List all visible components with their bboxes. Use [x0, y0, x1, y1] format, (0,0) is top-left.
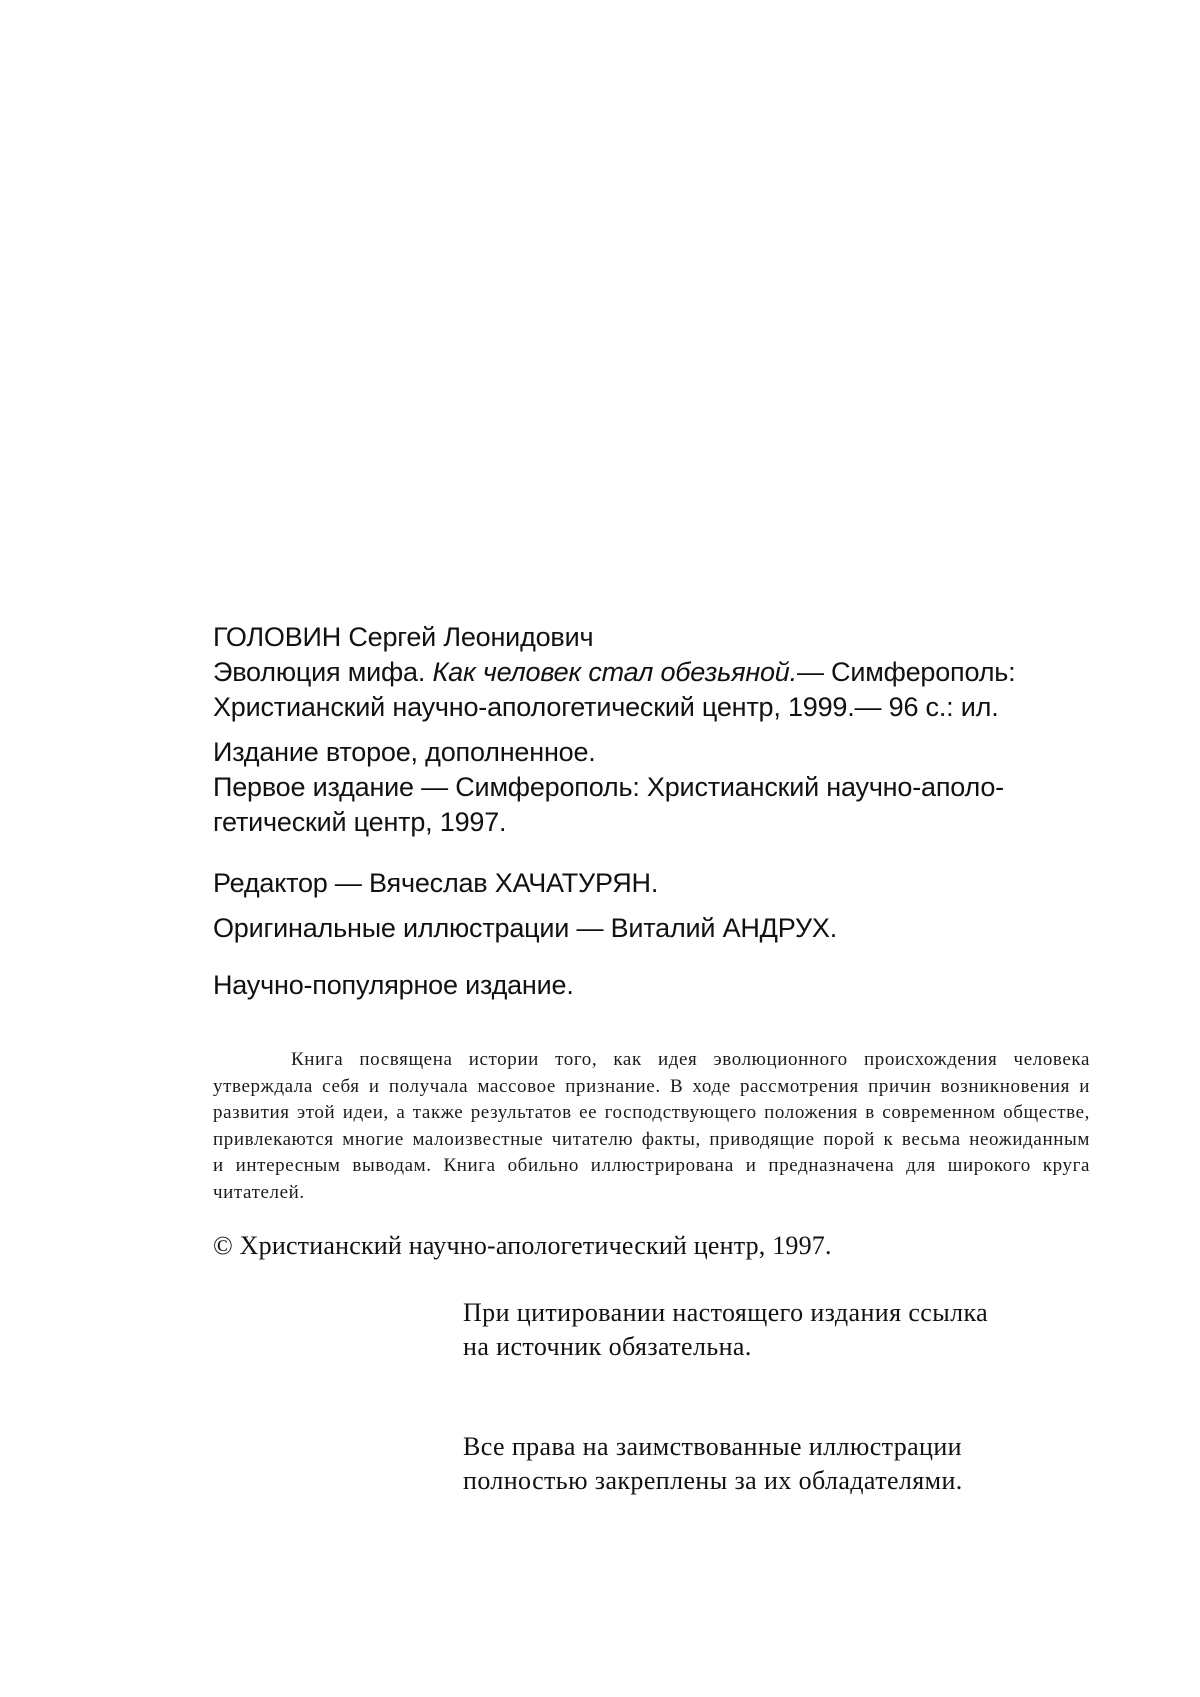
illustrations-credit: Оригинальные иллюстрации — Виталий АНДРУХ. — [213, 913, 838, 943]
citation-notice — [463, 1296, 1103, 1364]
title-line — [213, 655, 1103, 690]
publication-place: — Симферополь: — [796, 657, 1016, 687]
copyright-notice: © Христианский научно-апологетический центр, 1997. — [213, 1231, 832, 1260]
citation-notice-line-2: на источник обязательна. — [463, 1332, 752, 1361]
first-edition-line-1: Первое издание — Симферополь: Христианский научно-аполо- — [213, 772, 1004, 802]
rights-notice-line-1: Все права на заимствованные иллюстрации — [463, 1432, 962, 1461]
bibliographic-record — [213, 620, 1103, 1003]
publisher-line: Христианский научно-апологетический центр, 1999.— 96 с.: ил. — [213, 692, 999, 722]
book-subtitle: Как человек стал обезьяной. — [432, 657, 797, 687]
book-annotation: Книга посвящена истории того, как идея эволюционного происхождения человека утверждала себя и получала массовое признание. В ходе рассмотрения причин возникновения и развития этой идеи, а также результатов ее господствующего положения в современном обществе, привлекаются многие малоизвестные читателю факты, приводящие порой к весьма неожиданным и интересным выводам. Книга обильно иллюстрирована и предназначена для широкого круга читателей. — [213, 1049, 1090, 1203]
genre-note: Научно-популярное издание. — [213, 970, 574, 1000]
first-edition-line-2: гетический центр, 1997. — [213, 807, 507, 837]
book-title: Эволюция мифа. — [213, 657, 426, 687]
editor-credit: Редактор — Вячеслав ХАЧАТУРЯН. — [213, 868, 659, 898]
citation-notice-line-1: При цитировании настоящего издания ссылка — [463, 1298, 989, 1327]
author-name: ГОЛОВИН Сергей Леонидович — [213, 622, 594, 652]
edition-note: Издание второе, дополненное. — [213, 737, 596, 767]
rights-notice-line-2: полностью закреплены за их обладателями. — [463, 1466, 963, 1495]
rights-notice — [463, 1430, 1103, 1498]
